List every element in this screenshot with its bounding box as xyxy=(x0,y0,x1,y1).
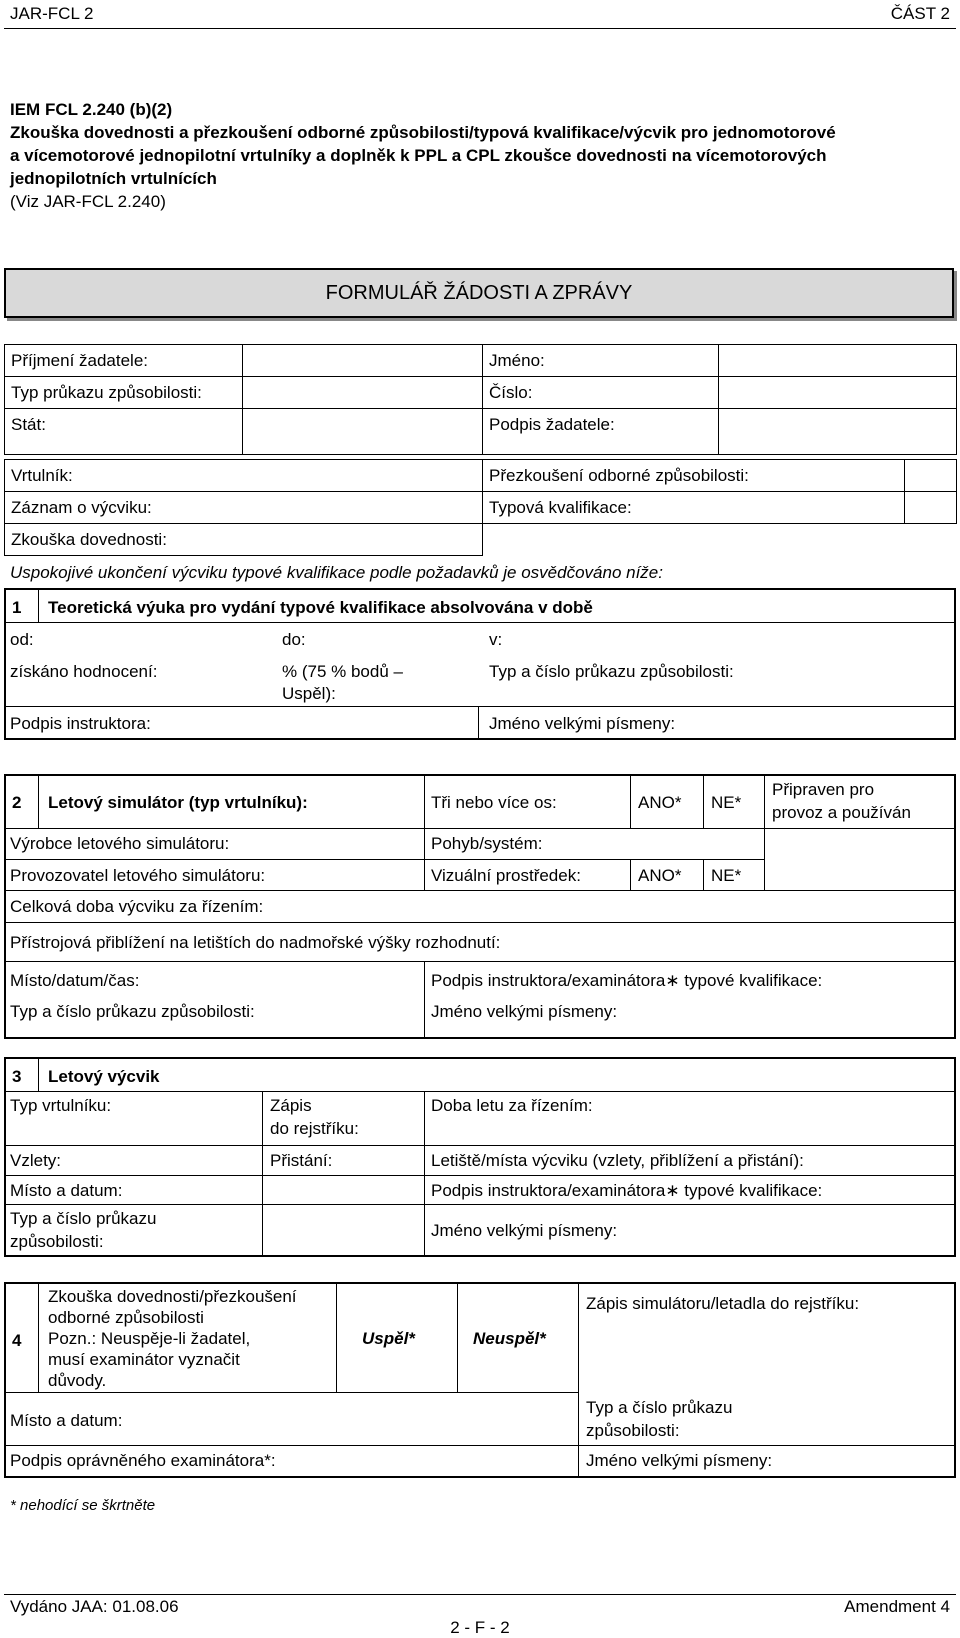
header-rule xyxy=(4,28,956,29)
section-1-licence-label: Typ a číslo průkazu způsobilosti: xyxy=(489,662,734,681)
section-3-licence-line-2: způsobilosti: xyxy=(10,1232,104,1251)
section-3-licence-line-1: Typ a číslo průkazu xyxy=(10,1209,157,1228)
score-label: získáno hodnocení: xyxy=(10,662,158,681)
proficiency-check-box[interactable] xyxy=(905,460,957,492)
section-3-number: 3 xyxy=(12,1067,22,1086)
section-4-place-date-label: Místo a datum: xyxy=(10,1411,123,1430)
applicant-table xyxy=(4,344,957,455)
licence-type-field[interactable] xyxy=(243,377,483,409)
purpose-empty xyxy=(483,524,905,556)
title-line-1: IEM FCL 2.240 (b)(2) xyxy=(10,100,173,119)
axes-no-option[interactable]: NE* xyxy=(711,793,742,812)
state-field[interactable] xyxy=(243,409,483,455)
at-label: v: xyxy=(489,630,503,649)
log-line-1: Zápis xyxy=(270,1096,312,1115)
motion-label: Pohyb/systém: xyxy=(431,834,543,853)
footer-left: Vydáno JAA: 01.08.06 xyxy=(10,1597,179,1616)
manufacturer-label: Výrobce letového simulátoru: xyxy=(10,834,230,853)
axes-yes-option[interactable]: ANO* xyxy=(638,793,682,812)
header-right: ČÁST 2 xyxy=(890,4,950,23)
ready-line-2: provoz a používán xyxy=(772,803,911,822)
page-number: 2 - F - 2 xyxy=(450,1618,510,1637)
document-title xyxy=(10,98,950,213)
type-rating-box[interactable] xyxy=(905,492,957,524)
name-field[interactable] xyxy=(719,345,957,377)
section-1-name-caps-label: Jméno velkými písmeny: xyxy=(489,714,676,733)
name-label: Jméno: xyxy=(483,345,719,377)
section-2-title: Letový simulátor (typ vrtulníku): xyxy=(48,793,308,812)
signature-field[interactable] xyxy=(719,409,957,455)
approaches-label: Přístrojová přiblížení na letištích do nadmořské výšky rozhodnutí: xyxy=(10,933,501,952)
landings-label: Přistání: xyxy=(270,1151,333,1170)
header-left: JAR-FCL 2 xyxy=(10,4,94,23)
section-4-desc-line-5: důvody. xyxy=(48,1371,107,1390)
licence-type-label: Typ průkazu způsobilosti: xyxy=(5,377,243,409)
section-4-number: 4 xyxy=(12,1331,22,1350)
footnote: * nehodící se škrtněte xyxy=(10,1497,156,1514)
visual-no-option[interactable]: NE* xyxy=(711,866,742,885)
ready-line-1: Připraven pro xyxy=(772,780,875,799)
from-label: od: xyxy=(10,630,34,649)
surname-field[interactable] xyxy=(243,345,483,377)
visual-yes-option[interactable]: ANO* xyxy=(638,866,682,885)
section-2-instructor-signature-label: Podpis instruktora/examinátora∗ typové kvalifikace: xyxy=(431,971,823,990)
percent-line-2: Uspěl): xyxy=(282,684,336,703)
section-4-desc-line-1: Zkouška dovednosti/přezkoušení xyxy=(48,1287,297,1306)
log-entry-label: Zápis simulátoru/letadla do rejstříku: xyxy=(586,1294,860,1313)
section-4-desc-line-3: Pozn.: Neuspěje-li žadatel, xyxy=(48,1329,251,1348)
section-4-licence-line-2: způsobilosti: xyxy=(586,1421,680,1440)
total-time-label: Celková doba výcviku za řízením: xyxy=(10,897,264,916)
section-4-name-caps-label: Jméno velkými písmeny: xyxy=(586,1451,773,1470)
footer-right: Amendment 4 xyxy=(844,1597,950,1616)
purpose-table xyxy=(4,459,957,556)
place-date-time-label: Místo/datum/čas: xyxy=(10,971,140,990)
skill-test-label: Zkouška dovednosti: xyxy=(5,524,483,556)
section-2-number: 2 xyxy=(12,793,22,812)
title-line-4: jednopilotních vrtulnících xyxy=(10,169,217,188)
footer-rule xyxy=(4,1594,956,1595)
axes-label: Tři nebo více os: xyxy=(431,793,557,812)
to-label: do: xyxy=(282,630,306,649)
flight-time-label: Doba letu za řízením: xyxy=(431,1096,593,1115)
state-label: Stát: xyxy=(5,409,243,455)
section-2-licence-label: Typ a číslo průkazu způsobilosti: xyxy=(10,1002,255,1021)
number-field[interactable] xyxy=(719,377,957,409)
helicopter-label: Vrtulník: xyxy=(5,460,483,492)
examiner-signature-label: Podpis oprávněného examinátora*: xyxy=(10,1451,276,1470)
section-4-licence-line-1: Typ a číslo průkazu xyxy=(586,1398,733,1417)
percent-line-1: % (75 % bodů – xyxy=(282,662,403,681)
takeoffs-label: Vzlety: xyxy=(10,1151,62,1170)
section-2-name-caps-label: Jméno velkými písmeny: xyxy=(431,1002,618,1021)
proficiency-check-label: Přezkoušení odborné způsobilosti: xyxy=(483,460,905,492)
training-record-label: Záznam o výcviku: xyxy=(5,492,483,524)
confirm-note: Uspokojivé ukončení výcviku typové kvalifikace podle požadavků je osvědčováno níže: xyxy=(10,563,663,582)
title-line-3: a vícemotorové jednopilotní vrtulníky a doplněk k PPL a CPL zkoušce dovednosti na vícemotorových xyxy=(10,146,827,165)
section-3-name-caps-label: Jméno velkými písmeny: xyxy=(431,1221,618,1240)
visual-label: Vizuální prostředek: xyxy=(431,866,581,885)
section-3-instructor-signature-label: Podpis instruktora/examinátora∗ typové kvalifikace: xyxy=(431,1181,823,1200)
surname-label: Příjmení žadatele: xyxy=(5,345,243,377)
section-4-desc-line-4: musí examinátor vyznačit xyxy=(48,1350,240,1369)
form-banner: FORMULÁŘ ŽÁDOSTI A ZPRÁVY xyxy=(4,268,954,318)
heli-type-label: Typ vrtulníku: xyxy=(10,1096,112,1115)
title-line-2: Zkouška dovednosti a přezkoušení odborné způsobilosti/typová kvalifikace/výcvik pro jednomotorové xyxy=(10,123,836,142)
type-rating-label: Typová kvalifikace: xyxy=(483,492,905,524)
log-line-2: do rejstříku: xyxy=(270,1119,359,1138)
section-1-title: Teoretická výuka pro vydání typové kvalifikace absolvována v době xyxy=(48,598,593,617)
signature-label: Podpis žadatele: xyxy=(483,409,719,455)
section-4-desc-line-2: odborné způsobilosti xyxy=(48,1308,204,1327)
passed-option[interactable]: Uspěl* xyxy=(362,1329,415,1348)
airports-label: Letiště/místa výcviku (vzlety, přiblížení a přistání): xyxy=(431,1151,804,1170)
title-line-5: (Viz JAR-FCL 2.240) xyxy=(10,192,166,211)
section-1-number: 1 xyxy=(12,598,22,617)
number-label: Číslo: xyxy=(483,377,719,409)
operator-label: Provozovatel letového simulátoru: xyxy=(10,866,266,885)
section-3-place-date-label: Místo a datum: xyxy=(10,1181,123,1200)
failed-option[interactable]: Neuspěl* xyxy=(473,1329,546,1348)
instructor-signature-label: Podpis instruktora: xyxy=(10,714,151,733)
section-4-description xyxy=(48,1286,297,1391)
section-3-title: Letový výcvik xyxy=(48,1067,160,1086)
